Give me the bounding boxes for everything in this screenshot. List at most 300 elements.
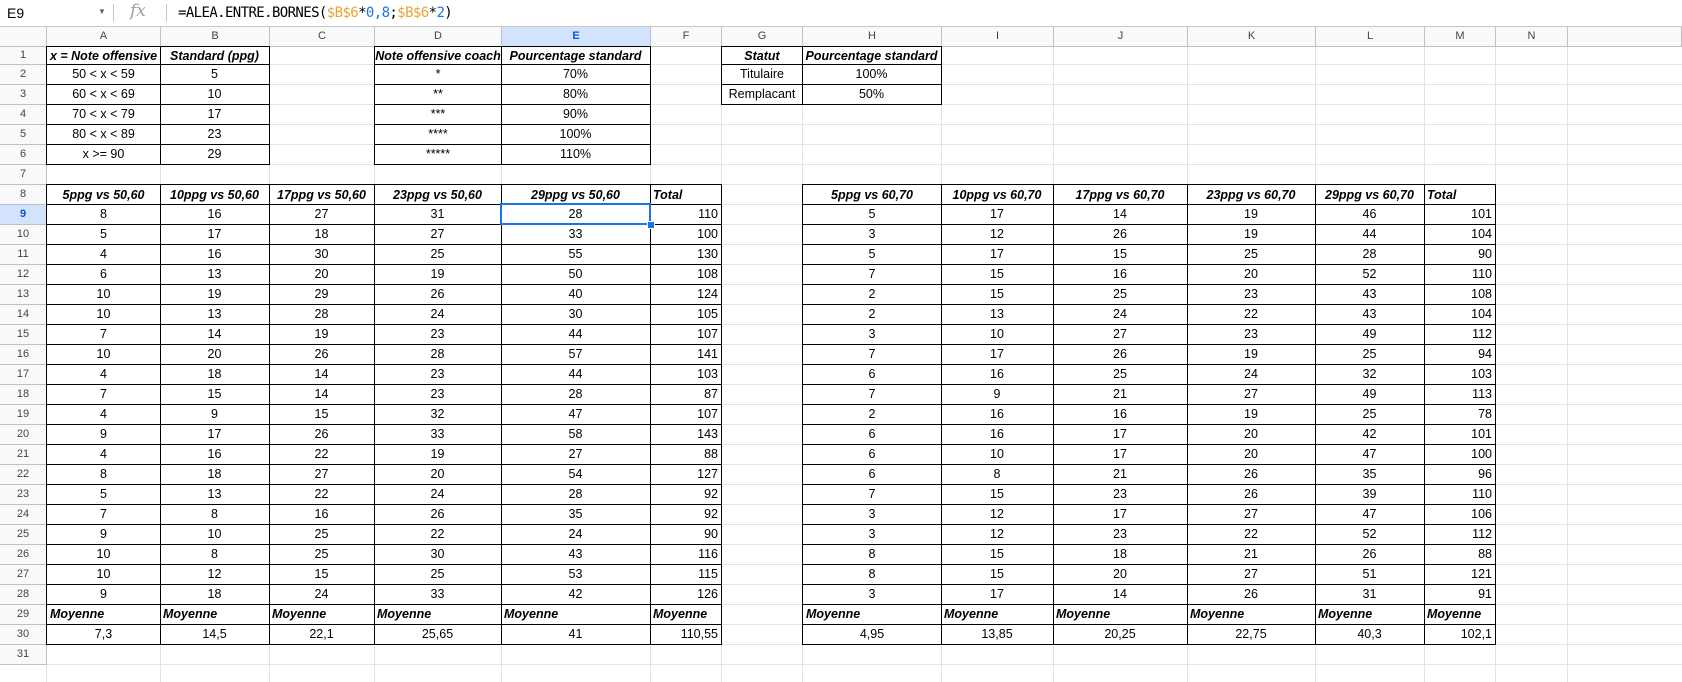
table-cell[interactable]: 18: [160, 364, 270, 385]
row-header-20[interactable]: 20: [0, 425, 47, 445]
table-cell[interactable]: 24: [1187, 364, 1316, 385]
table-cell[interactable]: 3: [802, 504, 942, 525]
table-cell[interactable]: 9: [46, 524, 161, 545]
table-cell[interactable]: 30: [269, 244, 375, 265]
table-header[interactable]: 5ppg vs 50,60: [46, 184, 161, 205]
average-label[interactable]: Moyenne: [1187, 604, 1316, 625]
row-header-2[interactable]: 2: [0, 65, 47, 85]
column-header-e[interactable]: E: [502, 27, 651, 47]
table-cell[interactable]: 13: [160, 304, 270, 325]
table-cell[interactable]: 28: [501, 384, 651, 405]
table-cell[interactable]: 80 < x < 89: [46, 124, 161, 145]
table-cell[interactable]: 23: [374, 364, 502, 385]
table-cell[interactable]: 23: [160, 124, 270, 145]
table-cell[interactable]: 19: [160, 284, 270, 305]
table-cell[interactable]: 47: [1315, 504, 1425, 525]
table-cell[interactable]: 15: [941, 264, 1054, 285]
table-cell[interactable]: 112: [1424, 324, 1496, 345]
row-header-16[interactable]: 16: [0, 345, 47, 365]
table-cell[interactable]: 26: [1053, 224, 1188, 245]
table-cell[interactable]: 17: [160, 424, 270, 445]
table-cell[interactable]: 14: [1053, 204, 1188, 225]
average-label[interactable]: Moyenne: [46, 604, 161, 625]
table-cell[interactable]: 15: [941, 544, 1054, 565]
table-header[interactable]: 29ppg vs 50,60: [501, 184, 651, 205]
table-cell[interactable]: 106: [1424, 504, 1496, 525]
table-cell[interactable]: 42: [1315, 424, 1425, 445]
table-cell[interactable]: 33: [501, 224, 651, 245]
table-cell[interactable]: 116: [650, 544, 722, 565]
table-cell[interactable]: 70 < x < 79: [46, 104, 161, 125]
average-value[interactable]: 22,1: [269, 624, 375, 645]
table-header[interactable]: Total: [1424, 184, 1496, 205]
table-cell[interactable]: 16: [160, 204, 270, 225]
column-header-d[interactable]: D: [375, 27, 502, 47]
table-cell[interactable]: 24: [269, 584, 375, 605]
table-cell[interactable]: *****: [374, 144, 502, 165]
table-cell[interactable]: 126: [650, 584, 722, 605]
table-cell[interactable]: 30: [501, 304, 651, 325]
table-header[interactable]: 10ppg vs 50,60: [160, 184, 270, 205]
column-header-c[interactable]: C: [270, 27, 375, 47]
table-cell[interactable]: 10: [46, 284, 161, 305]
row-header-12[interactable]: 12: [0, 265, 47, 285]
table-cell[interactable]: 22: [269, 484, 375, 505]
table-cell[interactable]: 32: [374, 404, 502, 425]
table-cell[interactable]: 25: [1053, 284, 1188, 305]
row-header-3[interactable]: 3: [0, 85, 47, 105]
average-value[interactable]: 4,95: [802, 624, 942, 645]
table-cell[interactable]: 70%: [501, 64, 651, 85]
row-header-27[interactable]: 27: [0, 565, 47, 585]
average-label[interactable]: Moyenne: [160, 604, 270, 625]
table-cell[interactable]: 88: [650, 444, 722, 465]
table-cell[interactable]: 9: [46, 424, 161, 445]
spreadsheet-grid[interactable]: [0, 27, 1682, 682]
average-value[interactable]: 14,5: [160, 624, 270, 645]
table-cell[interactable]: 87: [650, 384, 722, 405]
row-header-1[interactable]: 1: [0, 47, 47, 65]
table-cell[interactable]: 13: [160, 264, 270, 285]
table-cell[interactable]: 19: [374, 264, 502, 285]
table-cell[interactable]: 16: [1053, 264, 1188, 285]
table-cell[interactable]: 44: [1315, 224, 1425, 245]
table-cell[interactable]: 9: [941, 384, 1054, 405]
table-cell[interactable]: 35: [1315, 464, 1425, 485]
table-cell[interactable]: 18: [160, 584, 270, 605]
row-header-24[interactable]: 24: [0, 505, 47, 525]
average-label[interactable]: Moyenne: [650, 604, 722, 625]
table-cell[interactable]: 21: [1053, 384, 1188, 405]
table-cell[interactable]: 2: [802, 404, 942, 425]
table-cell[interactable]: 110: [650, 204, 722, 225]
table-cell[interactable]: 31: [1315, 584, 1425, 605]
table-cell[interactable]: 31: [374, 204, 502, 225]
table-cell[interactable]: 17: [1053, 444, 1188, 465]
table-header[interactable]: 17ppg vs 60,70: [1053, 184, 1188, 205]
table-cell[interactable]: 3: [802, 324, 942, 345]
table-cell[interactable]: 15: [269, 564, 375, 585]
average-label[interactable]: Moyenne: [802, 604, 942, 625]
table-cell[interactable]: 15: [941, 284, 1054, 305]
table-cell[interactable]: 17: [941, 344, 1054, 365]
table-cell[interactable]: 9: [160, 404, 270, 425]
average-label[interactable]: Moyenne: [269, 604, 375, 625]
table-cell[interactable]: 46: [1315, 204, 1425, 225]
table-cell[interactable]: 12: [160, 564, 270, 585]
row-header-19[interactable]: 19: [0, 405, 47, 425]
table-cell[interactable]: 96: [1424, 464, 1496, 485]
table-cell[interactable]: 20: [374, 464, 502, 485]
table-cell[interactable]: 105: [650, 304, 722, 325]
table-cell[interactable]: 8: [46, 464, 161, 485]
table-cell[interactable]: 7: [802, 264, 942, 285]
column-header-m[interactable]: M: [1425, 27, 1496, 47]
average-label[interactable]: Moyenne: [1053, 604, 1188, 625]
table-cell[interactable]: 8: [802, 544, 942, 565]
table-cell[interactable]: 17: [941, 244, 1054, 265]
table-cell[interactable]: 17: [1053, 424, 1188, 445]
table-cell[interactable]: 23: [1053, 524, 1188, 545]
table-cell[interactable]: 7: [46, 384, 161, 405]
table-cell[interactable]: 27: [269, 204, 375, 225]
table-cell[interactable]: 143: [650, 424, 722, 445]
table-cell[interactable]: 16: [1053, 404, 1188, 425]
row-header-18[interactable]: 18: [0, 385, 47, 405]
column-header-j[interactable]: J: [1054, 27, 1188, 47]
table-cell[interactable]: 12: [941, 504, 1054, 525]
table-cell[interactable]: 107: [650, 404, 722, 425]
table-header[interactable]: Pourcentage standard: [501, 46, 651, 65]
table-cell[interactable]: 19: [1187, 224, 1316, 245]
average-value[interactable]: 40,3: [1315, 624, 1425, 645]
table-cell[interactable]: 130: [650, 244, 722, 265]
table-cell[interactable]: 14: [1053, 584, 1188, 605]
row-header-30[interactable]: 30: [0, 625, 47, 645]
table-cell[interactable]: 15: [269, 404, 375, 425]
row-header-6[interactable]: 6: [0, 145, 47, 165]
table-cell[interactable]: 43: [1315, 304, 1425, 325]
table-cell[interactable]: 110%: [501, 144, 651, 165]
table-cell[interactable]: 5: [46, 224, 161, 245]
table-cell[interactable]: 10: [46, 544, 161, 565]
table-cell[interactable]: 112: [1424, 524, 1496, 545]
table-cell[interactable]: 18: [1053, 544, 1188, 565]
table-cell[interactable]: *: [374, 64, 502, 85]
table-cell[interactable]: 10: [941, 324, 1054, 345]
table-cell[interactable]: 22: [1187, 304, 1316, 325]
table-cell[interactable]: 58: [501, 424, 651, 445]
table-cell[interactable]: 90: [650, 524, 722, 545]
table-cell[interactable]: 47: [501, 404, 651, 425]
table-cell[interactable]: 23: [1187, 324, 1316, 345]
table-cell[interactable]: 17: [160, 224, 270, 245]
table-cell[interactable]: 14: [269, 364, 375, 385]
table-header[interactable]: Note offensive coach: [374, 46, 502, 65]
table-cell[interactable]: 110: [1424, 484, 1496, 505]
table-cell[interactable]: 5: [802, 244, 942, 265]
table-cell[interactable]: 8: [160, 504, 270, 525]
row-header-11[interactable]: 11: [0, 245, 47, 265]
table-cell[interactable]: 108: [1424, 284, 1496, 305]
table-cell[interactable]: 50 < x < 59: [46, 64, 161, 85]
table-cell[interactable]: 17: [160, 104, 270, 125]
table-header[interactable]: 29ppg vs 60,70: [1315, 184, 1425, 205]
select-all-corner[interactable]: [0, 27, 47, 47]
table-header[interactable]: Total: [650, 184, 722, 205]
table-cell[interactable]: 13: [941, 304, 1054, 325]
table-cell[interactable]: 27: [1187, 564, 1316, 585]
table-cell[interactable]: 127: [650, 464, 722, 485]
average-label[interactable]: Moyenne: [374, 604, 502, 625]
table-cell[interactable]: 47: [1315, 444, 1425, 465]
table-cell[interactable]: 52: [1315, 264, 1425, 285]
table-cell[interactable]: 15: [1053, 244, 1188, 265]
table-cell[interactable]: 5: [46, 484, 161, 505]
table-cell[interactable]: 40: [501, 284, 651, 305]
table-cell[interactable]: 20: [1053, 564, 1188, 585]
table-cell[interactable]: 25: [374, 564, 502, 585]
table-cell[interactable]: 141: [650, 344, 722, 365]
table-cell[interactable]: 80%: [501, 84, 651, 105]
table-header[interactable]: x = Note offensive: [46, 46, 161, 65]
table-cell[interactable]: 20: [269, 264, 375, 285]
table-cell[interactable]: 26: [269, 424, 375, 445]
table-cell[interactable]: 13: [160, 484, 270, 505]
row-header-22[interactable]: 22: [0, 465, 47, 485]
table-header[interactable]: 23ppg vs 60,70: [1187, 184, 1316, 205]
table-cell[interactable]: 90: [1424, 244, 1496, 265]
table-cell[interactable]: 7: [802, 484, 942, 505]
table-cell[interactable]: 20: [1187, 444, 1316, 465]
table-cell[interactable]: 25: [1315, 404, 1425, 425]
table-header[interactable]: 23ppg vs 50,60: [374, 184, 502, 205]
table-cell[interactable]: 25: [269, 544, 375, 565]
table-cell[interactable]: 32: [1315, 364, 1425, 385]
table-cell[interactable]: 28: [269, 304, 375, 325]
table-cell[interactable]: 6: [802, 464, 942, 485]
table-cell[interactable]: 39: [1315, 484, 1425, 505]
table-cell[interactable]: 57: [501, 344, 651, 365]
table-cell[interactable]: 16: [160, 244, 270, 265]
row-header-8[interactable]: 8: [0, 185, 47, 205]
table-cell[interactable]: 9: [46, 584, 161, 605]
table-cell[interactable]: 19: [374, 444, 502, 465]
table-cell[interactable]: 27: [1053, 324, 1188, 345]
table-cell[interactable]: 15: [160, 384, 270, 405]
table-cell[interactable]: 12: [941, 524, 1054, 545]
table-cell[interactable]: 8: [941, 464, 1054, 485]
row-header-7[interactable]: 7: [0, 165, 47, 185]
table-cell[interactable]: 6: [802, 424, 942, 445]
table-cell[interactable]: ***: [374, 104, 502, 125]
table-cell[interactable]: 26: [374, 504, 502, 525]
row-header-17[interactable]: 17: [0, 365, 47, 385]
table-cell[interactable]: 100: [1424, 444, 1496, 465]
table-cell[interactable]: 88: [1424, 544, 1496, 565]
table-header[interactable]: 5ppg vs 60,70: [802, 184, 942, 205]
table-cell[interactable]: 16: [269, 504, 375, 525]
table-cell[interactable]: 100: [650, 224, 722, 245]
table-cell[interactable]: 24: [374, 484, 502, 505]
table-cell[interactable]: **: [374, 84, 502, 105]
table-cell[interactable]: 50: [501, 264, 651, 285]
table-cell[interactable]: 10: [46, 564, 161, 585]
average-value[interactable]: 41: [501, 624, 651, 645]
table-cell[interactable]: 22: [1187, 524, 1316, 545]
table-cell[interactable]: 24: [374, 304, 502, 325]
average-value[interactable]: 20,25: [1053, 624, 1188, 645]
average-value[interactable]: 22,75: [1187, 624, 1316, 645]
table-cell[interactable]: 18: [160, 464, 270, 485]
table-cell[interactable]: 19: [269, 324, 375, 345]
column-header-a[interactable]: A: [47, 27, 161, 47]
table-cell[interactable]: 5: [160, 64, 270, 85]
table-cell[interactable]: 3: [802, 524, 942, 545]
table-cell[interactable]: 28: [374, 344, 502, 365]
table-cell[interactable]: 19: [1187, 344, 1316, 365]
table-cell[interactable]: 50%: [802, 84, 942, 105]
table-cell[interactable]: 21: [1053, 464, 1188, 485]
table-cell[interactable]: 107: [650, 324, 722, 345]
column-header-l[interactable]: L: [1316, 27, 1425, 47]
table-cell[interactable]: 19: [1187, 404, 1316, 425]
average-value[interactable]: 102,1: [1424, 624, 1496, 645]
table-cell[interactable]: 51: [1315, 564, 1425, 585]
table-cell[interactable]: 103: [650, 364, 722, 385]
table-cell[interactable]: 20: [160, 344, 270, 365]
table-cell[interactable]: 44: [501, 324, 651, 345]
table-cell[interactable]: 42: [501, 584, 651, 605]
table-cell[interactable]: 14: [269, 384, 375, 405]
table-cell[interactable]: 33: [374, 584, 502, 605]
table-cell[interactable]: 103: [1424, 364, 1496, 385]
table-cell[interactable]: Titulaire: [721, 64, 803, 85]
table-cell[interactable]: 25: [1315, 344, 1425, 365]
row-header-15[interactable]: 15: [0, 325, 47, 345]
table-cell[interactable]: 8: [802, 564, 942, 585]
table-cell[interactable]: 43: [501, 544, 651, 565]
table-cell[interactable]: 27: [501, 444, 651, 465]
table-cell[interactable]: 104: [1424, 224, 1496, 245]
table-cell[interactable]: Remplacant: [721, 84, 803, 105]
table-cell[interactable]: 17: [941, 204, 1054, 225]
table-cell[interactable]: 104: [1424, 304, 1496, 325]
table-cell[interactable]: 54: [501, 464, 651, 485]
table-cell[interactable]: 92: [650, 504, 722, 525]
table-cell[interactable]: 91: [1424, 584, 1496, 605]
table-cell[interactable]: 6: [802, 364, 942, 385]
table-cell[interactable]: 49: [1315, 384, 1425, 405]
row-header-26[interactable]: 26: [0, 545, 47, 565]
table-cell[interactable]: 78: [1424, 404, 1496, 425]
table-cell[interactable]: 26: [1187, 464, 1316, 485]
table-cell[interactable]: 124: [650, 284, 722, 305]
table-cell[interactable]: 92: [650, 484, 722, 505]
fill-handle[interactable]: [647, 221, 655, 229]
table-cell[interactable]: 26: [1187, 584, 1316, 605]
table-cell[interactable]: 26: [1187, 484, 1316, 505]
table-cell[interactable]: 27: [374, 224, 502, 245]
row-header-28[interactable]: 28: [0, 585, 47, 605]
table-cell[interactable]: 28: [501, 484, 651, 505]
table-cell[interactable]: 23: [374, 384, 502, 405]
table-cell[interactable]: 35: [501, 504, 651, 525]
table-cell[interactable]: 115: [650, 564, 722, 585]
table-cell[interactable]: 27: [1187, 504, 1316, 525]
row-header-13[interactable]: 13: [0, 285, 47, 305]
table-cell[interactable]: 7: [46, 324, 161, 345]
name-box[interactable]: [0, 0, 113, 26]
table-cell[interactable]: 23: [374, 324, 502, 345]
table-cell[interactable]: 121: [1424, 564, 1496, 585]
table-cell[interactable]: 15: [941, 484, 1054, 505]
table-cell[interactable]: 52: [1315, 524, 1425, 545]
table-cell[interactable]: 28: [1315, 244, 1425, 265]
table-header[interactable]: 10ppg vs 60,70: [941, 184, 1054, 205]
table-cell[interactable]: 27: [269, 464, 375, 485]
average-label[interactable]: Moyenne: [941, 604, 1054, 625]
average-value[interactable]: 25,65: [374, 624, 502, 645]
table-header[interactable]: Standard (ppg): [160, 46, 270, 65]
table-cell[interactable]: 101: [1424, 424, 1496, 445]
table-cell[interactable]: 20: [1187, 424, 1316, 445]
table-cell[interactable]: 17: [941, 584, 1054, 605]
table-cell[interactable]: 7: [802, 384, 942, 405]
table-cell[interactable]: 23: [1187, 284, 1316, 305]
table-cell[interactable]: 6: [46, 264, 161, 285]
table-cell[interactable]: 22: [374, 524, 502, 545]
table-cell[interactable]: 26: [374, 284, 502, 305]
average-value[interactable]: 110,55: [650, 624, 722, 645]
table-cell[interactable]: x >= 90: [46, 144, 161, 165]
average-value[interactable]: 13,85: [941, 624, 1054, 645]
table-header[interactable]: Statut: [721, 46, 803, 65]
table-cell[interactable]: 16: [160, 444, 270, 465]
table-cell[interactable]: 10: [46, 304, 161, 325]
row-header-10[interactable]: 10: [0, 225, 47, 245]
column-header-i[interactable]: I: [942, 27, 1054, 47]
row-header-4[interactable]: 4: [0, 105, 47, 125]
table-cell[interactable]: 16: [941, 404, 1054, 425]
table-cell[interactable]: 60 < x < 69: [46, 84, 161, 105]
average-label[interactable]: Moyenne: [1315, 604, 1425, 625]
table-header[interactable]: 17ppg vs 50,60: [269, 184, 375, 205]
row-header-31[interactable]: 31: [0, 645, 47, 665]
table-cell[interactable]: 10: [941, 444, 1054, 465]
table-cell[interactable]: 24: [501, 524, 651, 545]
table-cell[interactable]: 43: [1315, 284, 1425, 305]
average-value[interactable]: 7,3: [46, 624, 161, 645]
table-cell[interactable]: 16: [941, 424, 1054, 445]
table-cell[interactable]: 4: [46, 444, 161, 465]
table-cell[interactable]: 4: [46, 364, 161, 385]
table-cell[interactable]: 25: [269, 524, 375, 545]
table-cell[interactable]: 21: [1187, 544, 1316, 565]
chevron-down-icon[interactable]: ▼: [98, 7, 106, 16]
table-cell[interactable]: 27: [1187, 384, 1316, 405]
table-cell[interactable]: 7: [46, 504, 161, 525]
table-cell[interactable]: 2: [802, 304, 942, 325]
formula-input[interactable]: [178, 5, 452, 21]
row-header-5[interactable]: 5: [0, 125, 47, 145]
table-cell[interactable]: 100%: [802, 64, 942, 85]
table-cell[interactable]: 10: [46, 344, 161, 365]
table-cell[interactable]: 90%: [501, 104, 651, 125]
column-header-f[interactable]: F: [651, 27, 722, 47]
table-cell[interactable]: 24: [1053, 304, 1188, 325]
table-cell[interactable]: 23: [1053, 484, 1188, 505]
